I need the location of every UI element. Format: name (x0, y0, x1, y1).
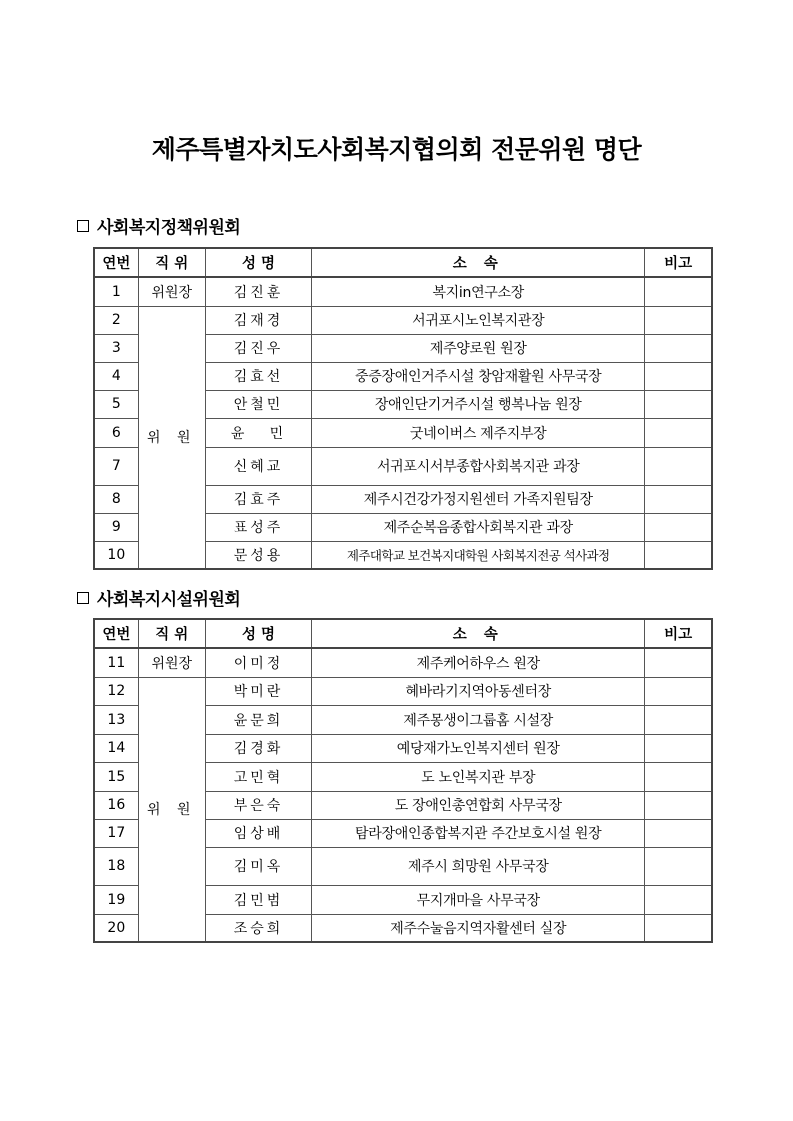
row-name: 문성용 (205, 541, 311, 569)
row-name: 임상배 (205, 819, 311, 847)
row-name: 조승희 (205, 914, 311, 942)
row-no: 9 (94, 513, 138, 541)
row-name: 박미란 (205, 677, 311, 705)
row-no: 10 (94, 541, 138, 569)
table-row (94, 648, 712, 677)
row-note (645, 513, 712, 541)
row-note (645, 334, 712, 362)
row-affiliation: 제주시 희망원 사무국장 (312, 847, 645, 885)
row-affiliation: 제주케어하우스 원장 (312, 648, 645, 677)
row-name: 김진훈 (205, 277, 311, 306)
row-no: 8 (94, 485, 138, 513)
checkbox-square-icon (77, 592, 89, 604)
row-no: 7 (94, 447, 138, 485)
row-no: 17 (94, 819, 138, 847)
row-note (645, 418, 712, 447)
row-no: 15 (94, 762, 138, 791)
row-no: 4 (94, 362, 138, 390)
row-affiliation: 도 장애인총연합회 사무국장 (312, 791, 645, 819)
row-no: 19 (94, 885, 138, 914)
row-no: 14 (94, 734, 138, 762)
section-heading-label: 사회복지정책위원회 (97, 218, 241, 238)
row-note (645, 306, 712, 334)
row-note (645, 847, 712, 885)
facility-committee-table (93, 618, 713, 943)
row-affiliation: 제주순복음종합사회복지관 과장 (312, 513, 645, 541)
row-no: 5 (94, 390, 138, 418)
row-affiliation: 무지개마을 사무국장 (312, 885, 645, 914)
row-no: 18 (94, 847, 138, 885)
row-position-member: 위 원 (138, 677, 205, 942)
header-name: 성 명 (205, 248, 311, 277)
row-position-chair: 위원장 (138, 648, 205, 677)
row-note (645, 541, 712, 569)
row-no: 13 (94, 705, 138, 734)
row-no: 1 (94, 277, 138, 306)
header-position: 직 위 (138, 248, 205, 277)
row-name: 부은숙 (205, 791, 311, 819)
row-note (645, 447, 712, 485)
row-note (645, 485, 712, 513)
row-name: 김민범 (205, 885, 311, 914)
header-affiliation: 소 속 (312, 248, 645, 277)
row-name: 이미정 (205, 648, 311, 677)
row-name: 고민혁 (205, 762, 311, 791)
row-affiliation: 예당재가노인복지센터 원장 (312, 734, 645, 762)
row-affiliation: 탐라장애인종합복지관 주간보호시설 원장 (312, 819, 645, 847)
row-affiliation: 혜바라기지역아동센터장 (312, 677, 645, 705)
row-name: 김재경 (205, 306, 311, 334)
row-no: 6 (94, 418, 138, 447)
row-no: 16 (94, 791, 138, 819)
row-name: 윤문희 (205, 705, 311, 734)
row-no: 2 (94, 306, 138, 334)
row-position-chair: 위원장 (138, 277, 205, 306)
row-note (645, 885, 712, 914)
section-heading-policy (77, 213, 240, 238)
table-header-row (94, 248, 712, 277)
row-affiliation: 제주대학교 보건복지대학원 사회복지전공 석사과정 (312, 541, 645, 569)
header-affiliation: 소 속 (312, 619, 645, 648)
table-row (94, 677, 712, 705)
section-heading-facility (77, 585, 240, 610)
row-affiliation: 제주수눌음지역자활센터 실장 (312, 914, 645, 942)
row-name: 김진우 (205, 334, 311, 362)
row-affiliation: 서귀포시서부종합사회복지관 과장 (312, 447, 645, 485)
table-row (94, 277, 712, 306)
row-position-member: 위 원 (138, 306, 205, 569)
page-title: 제주특별자치도사회복지협의회 전문위원 명단 (151, 135, 642, 164)
row-no: 20 (94, 914, 138, 942)
row-note (645, 734, 712, 762)
row-affiliation: 제주양로원 원장 (312, 334, 645, 362)
header-note: 비고 (645, 248, 712, 277)
section-heading-label: 사회복지시설위원회 (97, 590, 241, 610)
row-affiliation: 도 노인복지관 부장 (312, 762, 645, 791)
row-note (645, 791, 712, 819)
row-affiliation: 굿네이버스 제주지부장 (312, 418, 645, 447)
row-note (645, 914, 712, 942)
row-affiliation: 중증장애인거주시설 창암재활원 사무국장 (312, 362, 645, 390)
row-no: 11 (94, 648, 138, 677)
table-row (94, 306, 712, 334)
row-note (645, 277, 712, 306)
header-no: 연번 (94, 248, 138, 277)
row-note (645, 819, 712, 847)
row-affiliation: 서귀포시노인복지관장 (312, 306, 645, 334)
row-affiliation: 복지in연구소장 (312, 277, 645, 306)
row-name: 표성주 (205, 513, 311, 541)
row-note (645, 362, 712, 390)
table-header-row (94, 619, 712, 648)
row-affiliation: 제주시건강가정지원센터 가족지원팀장 (312, 485, 645, 513)
row-no: 12 (94, 677, 138, 705)
row-name: 김경화 (205, 734, 311, 762)
checkbox-square-icon (77, 220, 89, 232)
header-position: 직 위 (138, 619, 205, 648)
row-name: 윤 민 (205, 418, 311, 447)
header-no: 연번 (94, 619, 138, 648)
row-affiliation: 장애인단기거주시설 행복나눔 원장 (312, 390, 645, 418)
row-name: 김효주 (205, 485, 311, 513)
row-note (645, 705, 712, 734)
row-note (645, 648, 712, 677)
row-name: 안철민 (205, 390, 311, 418)
row-note (645, 677, 712, 705)
header-note: 비고 (645, 619, 712, 648)
header-name: 성 명 (205, 619, 311, 648)
row-note (645, 390, 712, 418)
row-name: 김미옥 (205, 847, 311, 885)
row-name: 김효선 (205, 362, 311, 390)
row-no: 3 (94, 334, 138, 362)
policy-committee-table (93, 247, 713, 570)
row-name: 신혜교 (205, 447, 311, 485)
row-note (645, 762, 712, 791)
row-affiliation: 제주몽생이그룹홈 시설장 (312, 705, 645, 734)
